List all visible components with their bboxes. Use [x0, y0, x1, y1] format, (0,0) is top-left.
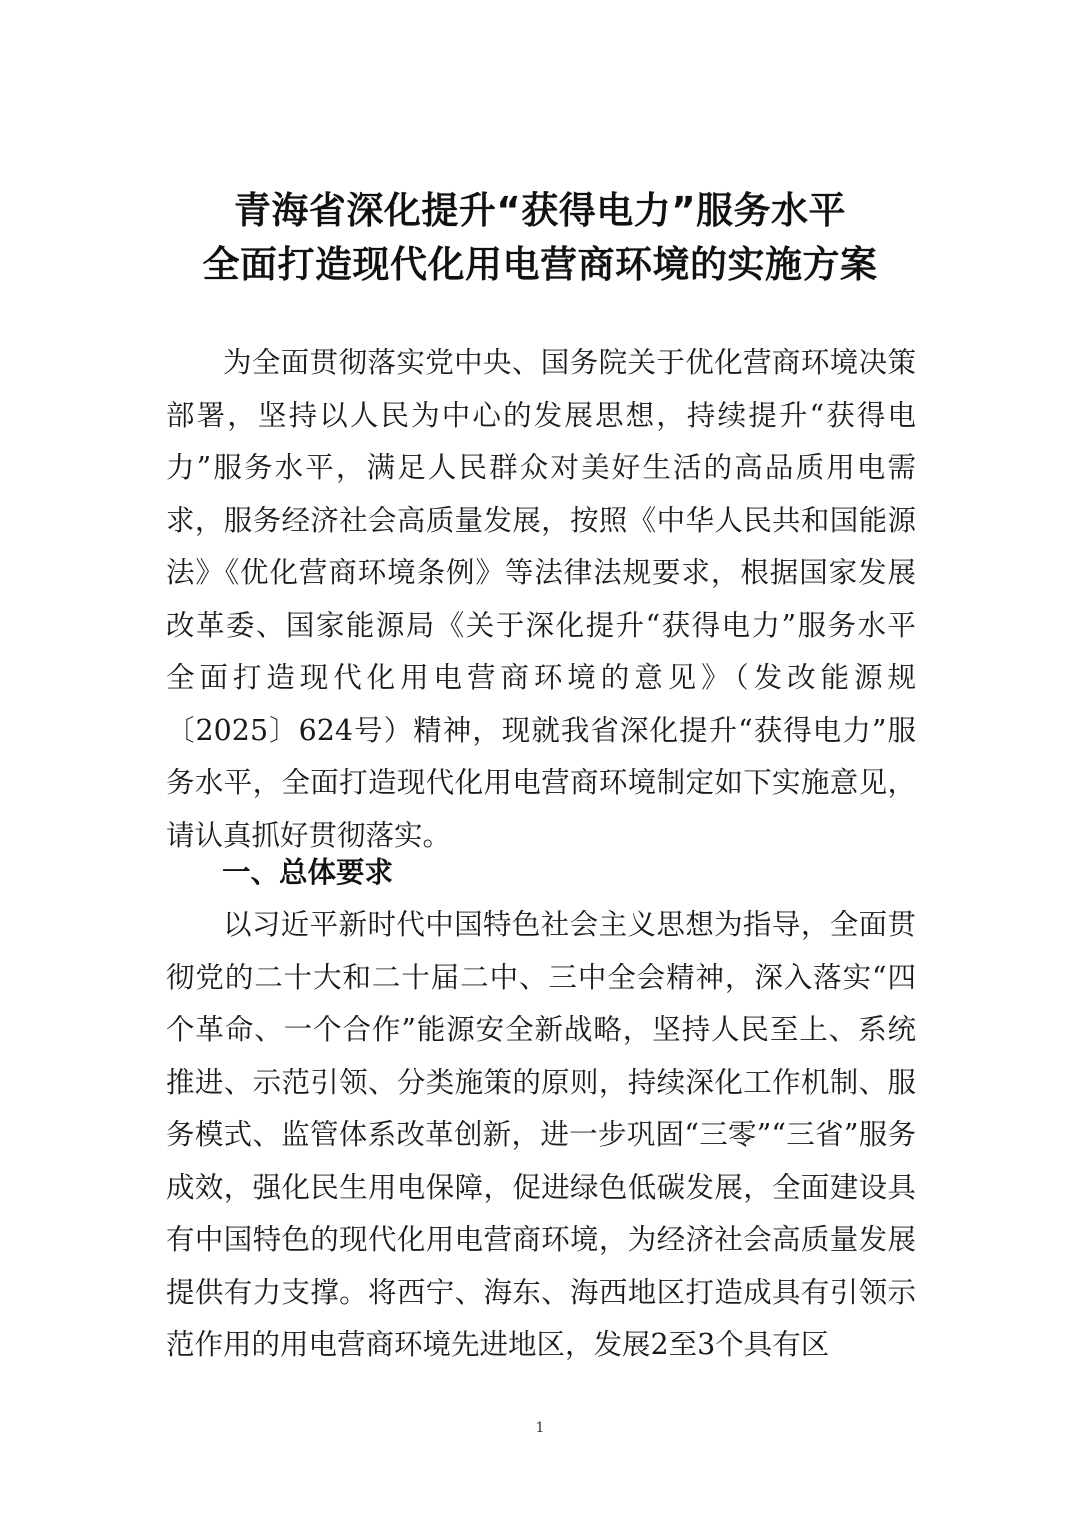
general-requirements-paragraph: 以习近平新时代中国特色社会主义思想为指导，全面贯彻党的二十大和二十届二中、三中全会精神，深入落实“四个革命、一个合作”能源安全新战略，坚持人民至上、系统推进、示范引领、分类施策的原则，持续深化工作机制、服务模式、监管体系改革创新，进一步巩固“三零”“三省”服务成效，强化民生用电保障，促进绿色低碳发展，全面建设具有中国特色的现代化用电营商环境，为经济社会高质量发展提供有力支撑。将西宁、海东、海西地区打造成具有引领示范作用的用电营商环境先进地区，发展2至3个具有区 [166, 908, 916, 1361]
page-number: 1 [535, 1420, 545, 1436]
intro-paragraph: 为全面贯彻落实党中央、国务院关于优化营商环境决策部署，坚持以人民为中心的发展思想，持续提升“获得电力”服务水平，满足人民群众对美好生活的高品质用电需求，服务经济社会高质量发展，按照《中华人民共和国能源法》《优化营商环境条例》等法律法规要求，根据国家发展改革委、国家能源局《关于深化提升“获得电力”服务水平 全面打造现代化用电营商环境的意见》（发改能源规〔2025〕624号）精神，现就我省深化提升“获得电力”服务水平，全面打造现代化用电营商环境制定如下实施意见，请认真抓好贯彻落实。 [166, 346, 916, 852]
document-title-line-1: 青海省深化提升“获得电力”服务水平 [233, 189, 847, 232]
document-title-line-2: 全面打造现代化用电营商环境的实施方案 [202, 243, 878, 286]
section-heading-general-requirements: 一、总体要求 [222, 856, 394, 889]
